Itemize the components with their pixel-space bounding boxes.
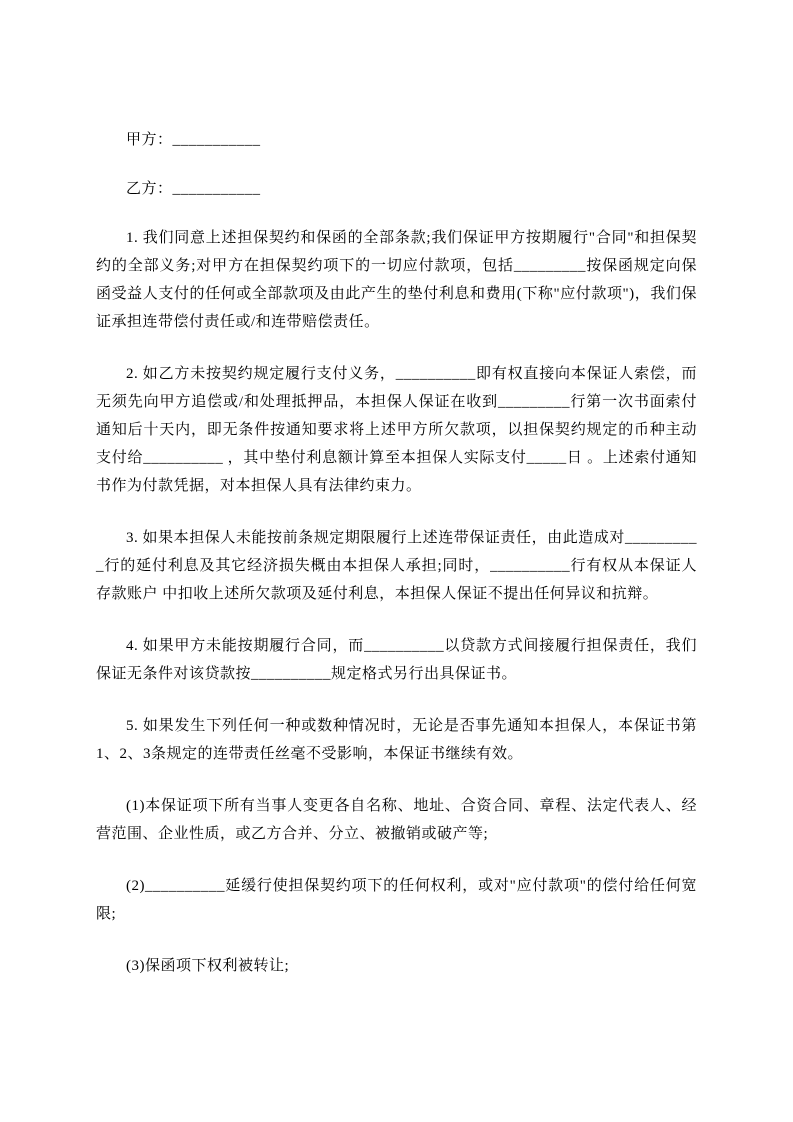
clause-1: 1. 我们同意上述担保契约和保函的全部条款;我们保证甲方按期履行"合同"和担保契约的全部义务;对甲方在担保契约项下的一切应付款项，包括_________按保函规定向保函受益人支付的任何或全部款项及由此产生的垫付利息和费用(下称"应付款项")，我们保证承担连带偿付责任或/和连带赔偿责任。 [96,230,697,330]
party-b-line: 乙方：___________ [126,181,261,197]
clause-5: 5. 如果发生下列任何一种或数种情况时，无论是否事先通知本担保人，本保证书第1、2、3条规定的连带责任丝毫不受影响，本保证书继续有效。 [96,718,697,762]
clause-3: 3. 如果本担保人未能按前条规定期限履行上述连带保证责任，由此造成对__________行的延付利息及其它经济损失概由本担保人承担;同时，__________行有权从本保证人存款账户 中扣收上述所欠款项及延付利息，本担保人保证不提出任何异议和抗辩。 [96,530,697,602]
clause-4: 4. 如果甲方未能按期履行合同，而__________以贷款方式间接履行担保责任，我们保证无条件对该贷款按__________规定格式另行出具保证书。 [96,638,697,682]
clause-2: 2. 如乙方未按契约规定履行支付义务，__________即有权直接向本保证人索偿，而无须先向甲方追偿或/和处理抵押品，本担保人保证在收到_________行第一次书面索付通知后十天内，即无条件按通知要求将上述甲方所欠款项，以担保契约规定的币种主动支付给__________ ，其中垫付利息额计算至本担保人实际支付_____日 。上述索付通知书作为付款凭据，对本担保人具有法律约束力。 [96,366,697,494]
clause-5-sub-3: (3)保函项下权利被转让; [126,958,290,974]
clause-5-sub-1: (1)本保证项下所有当事人变更各自名称、地址、合资合同、章程、法定代表人、经营范围、企业性质，或乙方合并、分立、被撤销或破产等; [96,798,697,842]
party-a-line: 甲方：___________ [126,132,261,148]
clause-5-sub-2: (2)__________延缓行使担保契约项下的任何权利，或对"应付款项"的偿付给任何宽限; [96,878,697,922]
